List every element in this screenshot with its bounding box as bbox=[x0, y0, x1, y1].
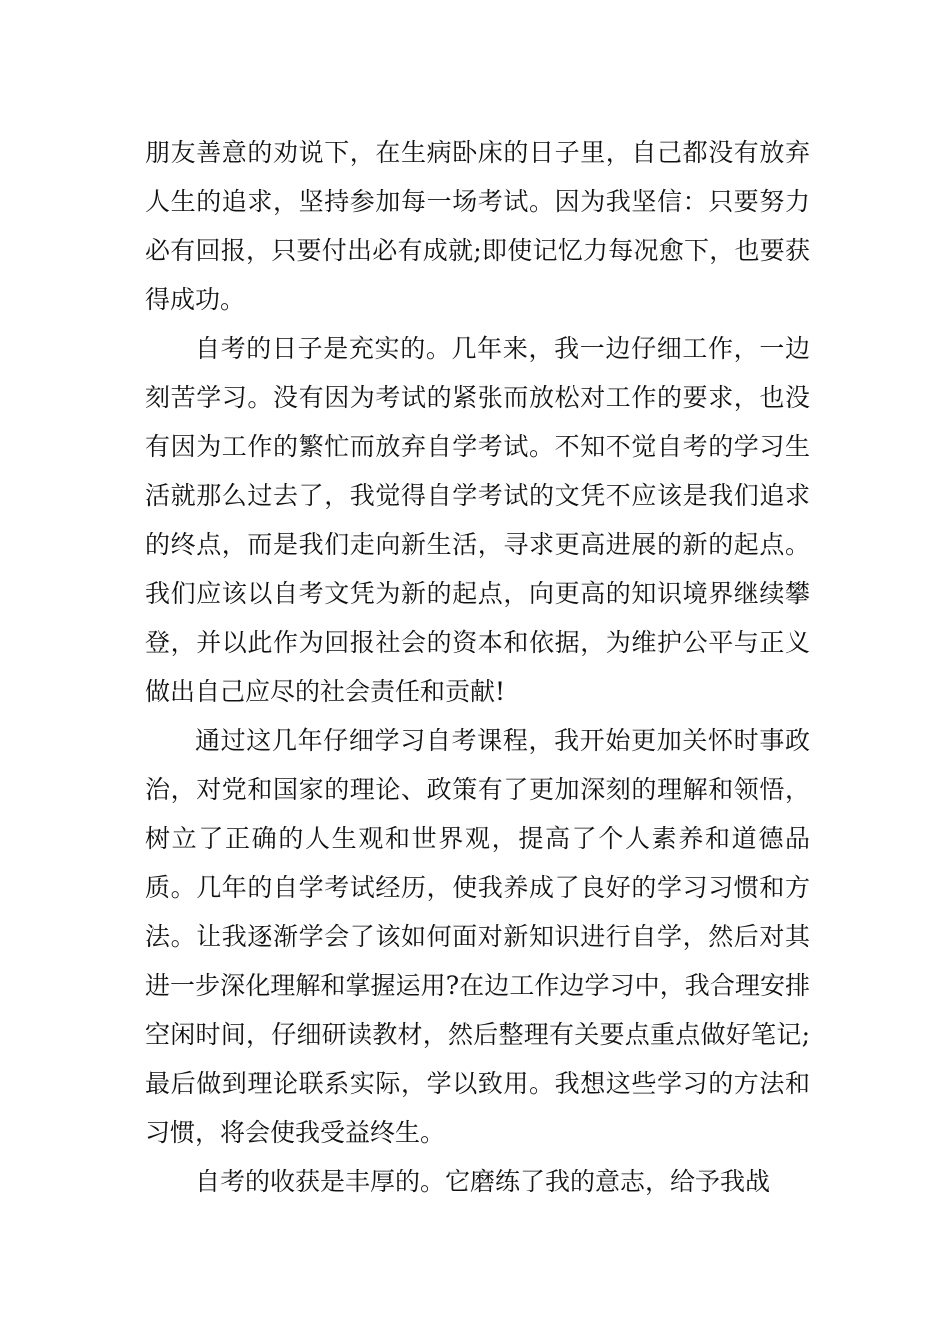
paragraph-3: 通过这几年仔细学习自考课程，我开始更加关怀时事政治，对党和国家的理论、政策有了更加深刻的理解和领悟，树立了正确的人生观和世界观，提高了个人素养和道德品质。几年的自学考试经历，使我养成了良好的学习习惯和方法。让我逐渐学会了该如何面对新知识进行自学，然后对其进一步深化理解和掌握运用?在边工作边学习中，我合理安排空闲时间，仔细研读教材，然后整理有关要点重点做好笔记;最后做到理论联系实际，学以致用。我想这些学习的方法和习惯，将会使我受益终生。 bbox=[145, 726, 810, 1147]
paragraph-4: 自考的收获是丰厚的。它磨练了我的意志，给予我战 bbox=[195, 1167, 771, 1196]
document-body bbox=[145, 128, 810, 1206]
paragraph-2: 自考的日子是充实的。几年来，我一边仔细工作，一边刻苦学习。没有因为考试的紧张而放松对工作的要求，也没有因为工作的繁忙而放弃自学考试。不知不觉自考的学习生活就那么过去了，我觉得自学考试的文凭不应该是我们追求的终点，而是我们走向新生活，寻求更高进展的新的起点。我们应该以自考文凭为新的起点，向更高的知识境界继续攀登，并以此作为回报社会的资本和依据，为维护公平与正义做出自己应尽的社会责任和贡献! bbox=[145, 334, 810, 706]
paragraph-1: 朋友善意的劝说下，在生病卧床的日子里，自己都没有放弃人生的追求，坚持参加每一场考试。因为我坚信：只要努力必有回报，只要付出必有成就;即使记忆力每况愈下，也要获得成功。 bbox=[145, 138, 810, 314]
